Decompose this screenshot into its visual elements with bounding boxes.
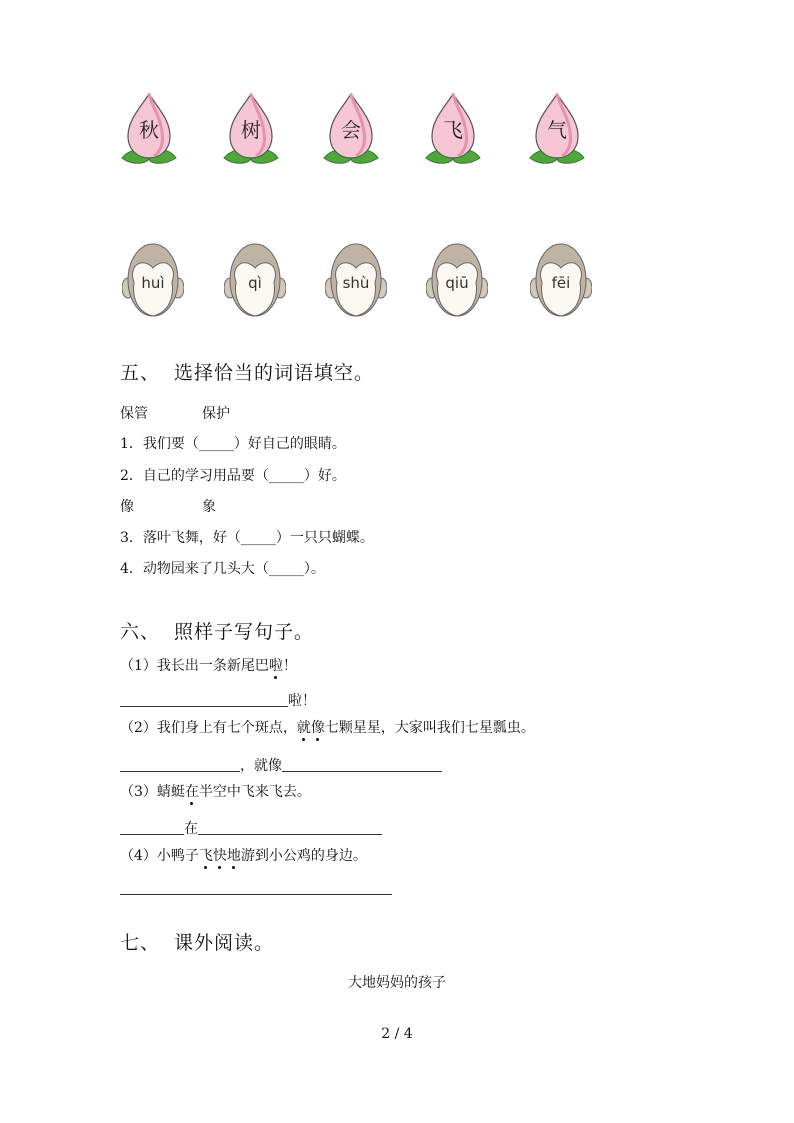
monkey-pinyin: fēi	[551, 274, 571, 292]
section5-heading	[120, 358, 374, 385]
answer-blank[interactable]: _____	[240, 530, 276, 546]
section7-heading	[120, 928, 274, 955]
answer-input[interactable]	[282, 757, 442, 772]
example-sentence-2	[120, 717, 535, 737]
peach-card[interactable]	[118, 92, 180, 172]
answer-connector: 在	[184, 821, 198, 837]
section-number: 六、	[120, 621, 161, 643]
page-number: 2 / 4	[381, 1026, 413, 1042]
question-text: ）一只只蝴蝶。	[275, 530, 374, 546]
peach-char: 会	[341, 118, 361, 142]
emphasized-char: 飞	[198, 848, 213, 864]
answer-input[interactable]	[198, 820, 382, 835]
sentence-text: （2）我们身上有七个斑点，	[120, 720, 297, 736]
monkey-card[interactable]	[325, 240, 387, 320]
section-number: 七、	[120, 932, 161, 954]
answer-connector: ，就像	[240, 758, 282, 774]
word-options-2	[120, 496, 216, 516]
monkey-card[interactable]	[122, 240, 184, 320]
section-title: 课外阅读。	[174, 932, 275, 954]
word-option: 保管	[120, 406, 148, 422]
peach-card[interactable]	[220, 92, 282, 172]
question-1	[120, 433, 346, 453]
word-options-1	[120, 403, 230, 423]
answer-blank[interactable]: _____	[268, 561, 304, 577]
example-sentence-1	[120, 655, 297, 675]
question-text: ）。	[303, 561, 325, 577]
monkey-card[interactable]	[530, 240, 592, 320]
question-4	[120, 558, 325, 578]
question-3	[120, 527, 374, 547]
sentence-text: 七颗星星，大家叫我们七星瓢虫。	[324, 720, 535, 736]
answer-line-3	[120, 818, 382, 838]
answer-line-2	[120, 755, 442, 775]
answer-input[interactable]	[120, 757, 240, 772]
peach-char: 秋	[139, 118, 159, 142]
word-option: 保护	[202, 406, 230, 422]
example-sentence-4	[120, 845, 367, 865]
peach-char: 树	[241, 118, 261, 142]
answer-blank[interactable]: _____	[268, 468, 304, 484]
answer-line-1	[120, 690, 316, 710]
emphasized-char: 地	[226, 848, 241, 864]
monkey-pinyin: huì	[141, 274, 165, 292]
emphasized-char: 啦	[268, 658, 283, 674]
sentence-text: ！	[282, 658, 297, 674]
example-sentence-3	[120, 781, 311, 801]
story-title: 大地妈妈的孩子	[348, 975, 446, 991]
peach-char: 飞	[443, 118, 463, 142]
answer-input[interactable]	[120, 820, 184, 835]
emphasized-char: 像	[310, 720, 325, 736]
question-text: 1．我们要（	[120, 436, 199, 452]
sentence-text: （4）小鸭子	[120, 848, 199, 864]
sentence-text: 半空中飞来飞去。	[198, 784, 311, 800]
answer-suffix: 啦！	[288, 693, 316, 709]
monkey-row	[0, 240, 794, 320]
emphasized-char: 就	[296, 720, 311, 736]
monkey-pinyin: qiū	[445, 274, 469, 292]
peach-card[interactable]	[526, 92, 588, 172]
emphasized-char: 快	[212, 848, 227, 864]
peach-char: 气	[547, 118, 567, 142]
question-text: 2．自己的学习用品要（	[120, 468, 269, 484]
question-text: ）好。	[303, 468, 346, 484]
peach-card[interactable]	[422, 92, 484, 172]
sentence-text: 游到小公鸡的身边。	[240, 848, 367, 864]
monkey-pinyin: qì	[248, 274, 262, 292]
peach-row	[0, 92, 794, 172]
question-text: 4．动物园来了几头大（	[120, 561, 269, 577]
word-option: 像	[120, 499, 134, 515]
section-title: 选择恰当的词语填空。	[174, 362, 375, 384]
answer-line-4	[120, 880, 392, 897]
question-text: 3．落叶飞舞，好（	[120, 530, 241, 546]
emphasized-char: 在	[184, 784, 199, 800]
answer-input[interactable]	[120, 880, 392, 895]
section-title: 照样子写句子。	[174, 621, 315, 643]
question-text: ）好自己的眼睛。	[233, 436, 346, 452]
peach-card[interactable]	[320, 92, 382, 172]
question-2	[120, 465, 346, 485]
monkey-pinyin: shù	[342, 274, 370, 292]
monkey-card[interactable]	[224, 240, 286, 320]
answer-input[interactable]	[120, 692, 288, 707]
word-option: 象	[202, 499, 216, 515]
sentence-text: （3）蜻蜓	[120, 784, 185, 800]
answer-blank[interactable]: _____	[198, 436, 234, 452]
section-number: 五、	[120, 362, 161, 384]
section6-heading	[120, 617, 314, 644]
sentence-text: （1）我长出一条新尾巴	[120, 658, 269, 674]
monkey-card[interactable]	[426, 240, 488, 320]
